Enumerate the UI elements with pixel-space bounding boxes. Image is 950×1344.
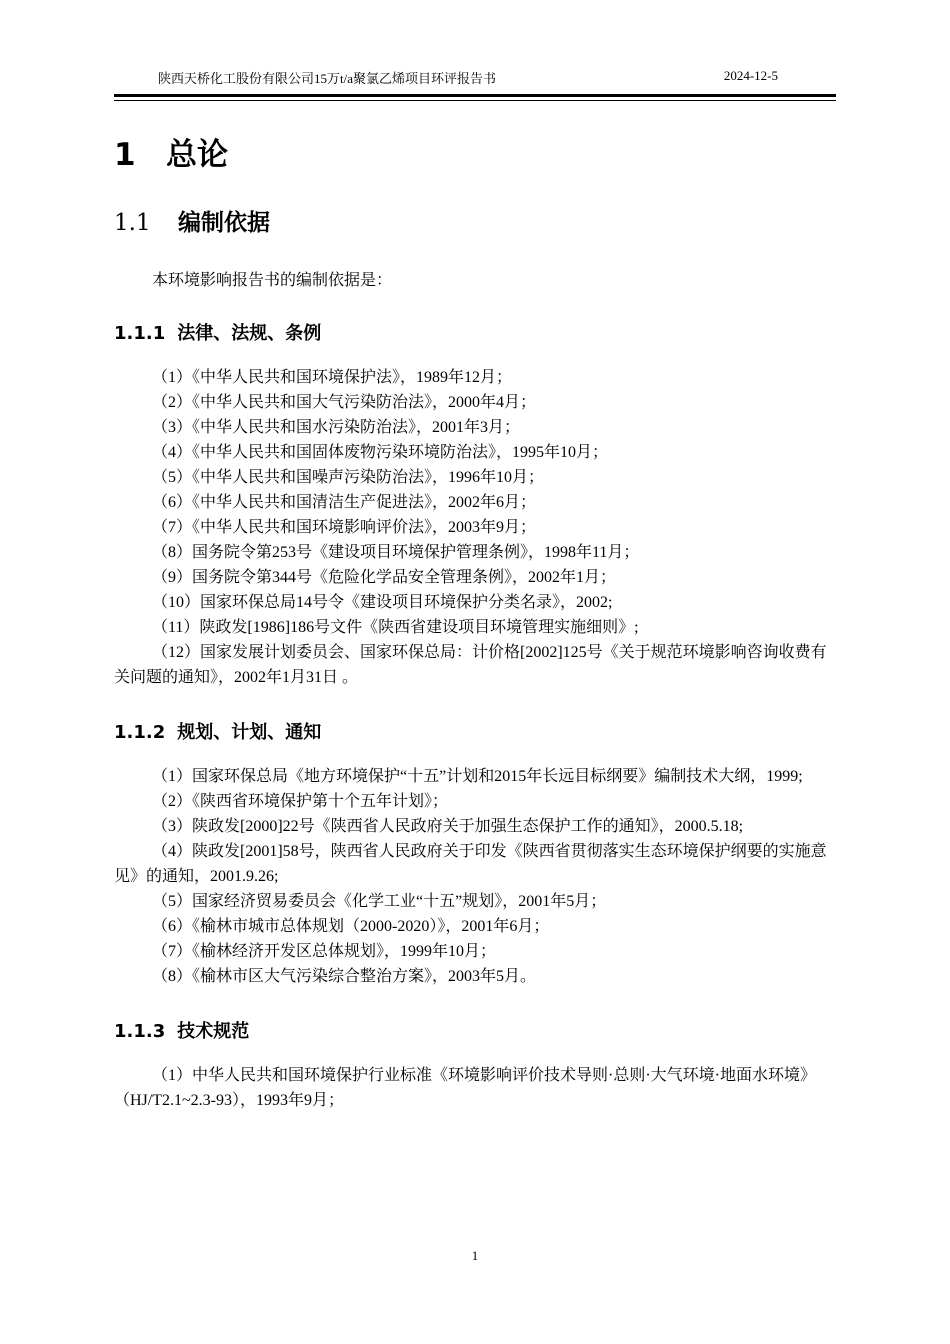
list-item: （12）国家发展计划委员会、国家环保总局：计价格[2002]125号《关于规范环境影响咨询收费有关问题的通知》，2002年1月31日 。 — [114, 644, 827, 686]
list-item: （8）国务院令第253号《建设项目环境保护管理条例》，1998年11月； — [152, 544, 640, 561]
subsection-title: 技术规范 — [177, 1021, 250, 1042]
subsection-heading — [114, 718, 838, 748]
section-number: 1.1 — [114, 210, 151, 236]
list-item: （11）陕政发[1986]186号文件《陕西省建设项目环境管理实施细则》; — [152, 619, 639, 636]
list-item: （6）《中华人民共和国清洁生产促进法》，2002年6月； — [152, 494, 537, 511]
subsection-title: 法律、法规、条例 — [177, 323, 322, 344]
list-item: （2）《中华人民共和国大气污染防治法》，2000年4月； — [152, 394, 537, 411]
subsection-number: 1.1.3 — [114, 1021, 166, 1042]
page-number: 1 — [471, 1248, 479, 1263]
section-heading — [114, 206, 838, 240]
subsection-number: 1.1.2 — [114, 722, 166, 743]
item-list — [114, 764, 838, 989]
item-list — [114, 365, 838, 690]
chapter-number: 1 — [114, 137, 136, 173]
subsection-heading — [114, 1017, 838, 1047]
list-item: （5）国家经济贸易委员会《化学工业“十五”规划》，2001年5月； — [152, 893, 607, 910]
list-item: （1）中华人民共和国环境保护行业标准《环境影响评价技术导则·总则·大气环境·地面水环境》（HJ/T2.1~2.3-93），1993年9月； — [114, 1067, 816, 1109]
list-item: （5）《中华人民共和国噪声污染防治法》，1996年10月； — [152, 469, 545, 486]
list-item: （4）《中华人民共和国固体废物污染环境防治法》，1995年10月； — [152, 444, 609, 461]
section-title: 编制依据 — [178, 210, 270, 236]
list-item: （6）《榆林市城市总体规划（2000-2020）》，2001年6月； — [152, 918, 550, 935]
header-rule-thick — [114, 94, 836, 97]
list-item: （3）陕政发[2000]22号《陕西省人民政府关于加强生态保护工作的通知》，2000.5.18; — [152, 818, 744, 835]
list-item: （7）《榆林经济开发区总体规划》，1999年10月； — [152, 943, 497, 960]
subsection-title: 规划、计划、通知 — [177, 722, 322, 743]
item-list — [114, 1063, 838, 1113]
list-item: （3）《中华人民共和国水污染防治法》，2001年3月； — [152, 419, 521, 436]
subsection-number: 1.1.1 — [114, 323, 166, 344]
list-item: （8）《榆林市区大气污染综合整治方案》，2003年5月。 — [152, 968, 537, 985]
document-body — [114, 130, 838, 1113]
list-item: （9）国务院令第344号《危险化学品安全管理条例》，2002年1月； — [152, 569, 617, 586]
chapter-heading — [114, 130, 838, 180]
subsection-heading — [114, 319, 838, 349]
list-item: （7）《中华人民共和国环境影响评价法》，2003年9月； — [152, 519, 537, 536]
header-title: 陕西天桥化工股份有限公司15万t/a聚氯乙烯项目环评报告书 — [158, 71, 496, 86]
list-item: （1）国家环保总局《地方环境保护“十五”计划和2015年长远目标纲要》编制技术大纲，1999; — [152, 768, 803, 785]
page-header — [114, 66, 836, 88]
list-item: （1）《中华人民共和国环境保护法》，1989年12月； — [152, 369, 513, 386]
list-item: （4）陕政发[2001]58号，陕西省人民政府关于印发《陕西省贯彻落实生态环境保护纲要的实施意见》的通知，2001.9.26; — [114, 843, 827, 885]
header-date: 2024-12-5 — [723, 68, 778, 83]
header-rule-thin — [114, 100, 836, 101]
intro-paragraph: 本环境影响报告书的编制依据是： — [152, 272, 393, 289]
list-item: （10）国家环保总局14号令《建设项目环境保护分类名录》，2002; — [152, 594, 613, 611]
chapter-title: 总论 — [166, 137, 228, 173]
list-item: （2）《陕西省环境保护第十个五年计划》； — [152, 793, 449, 810]
